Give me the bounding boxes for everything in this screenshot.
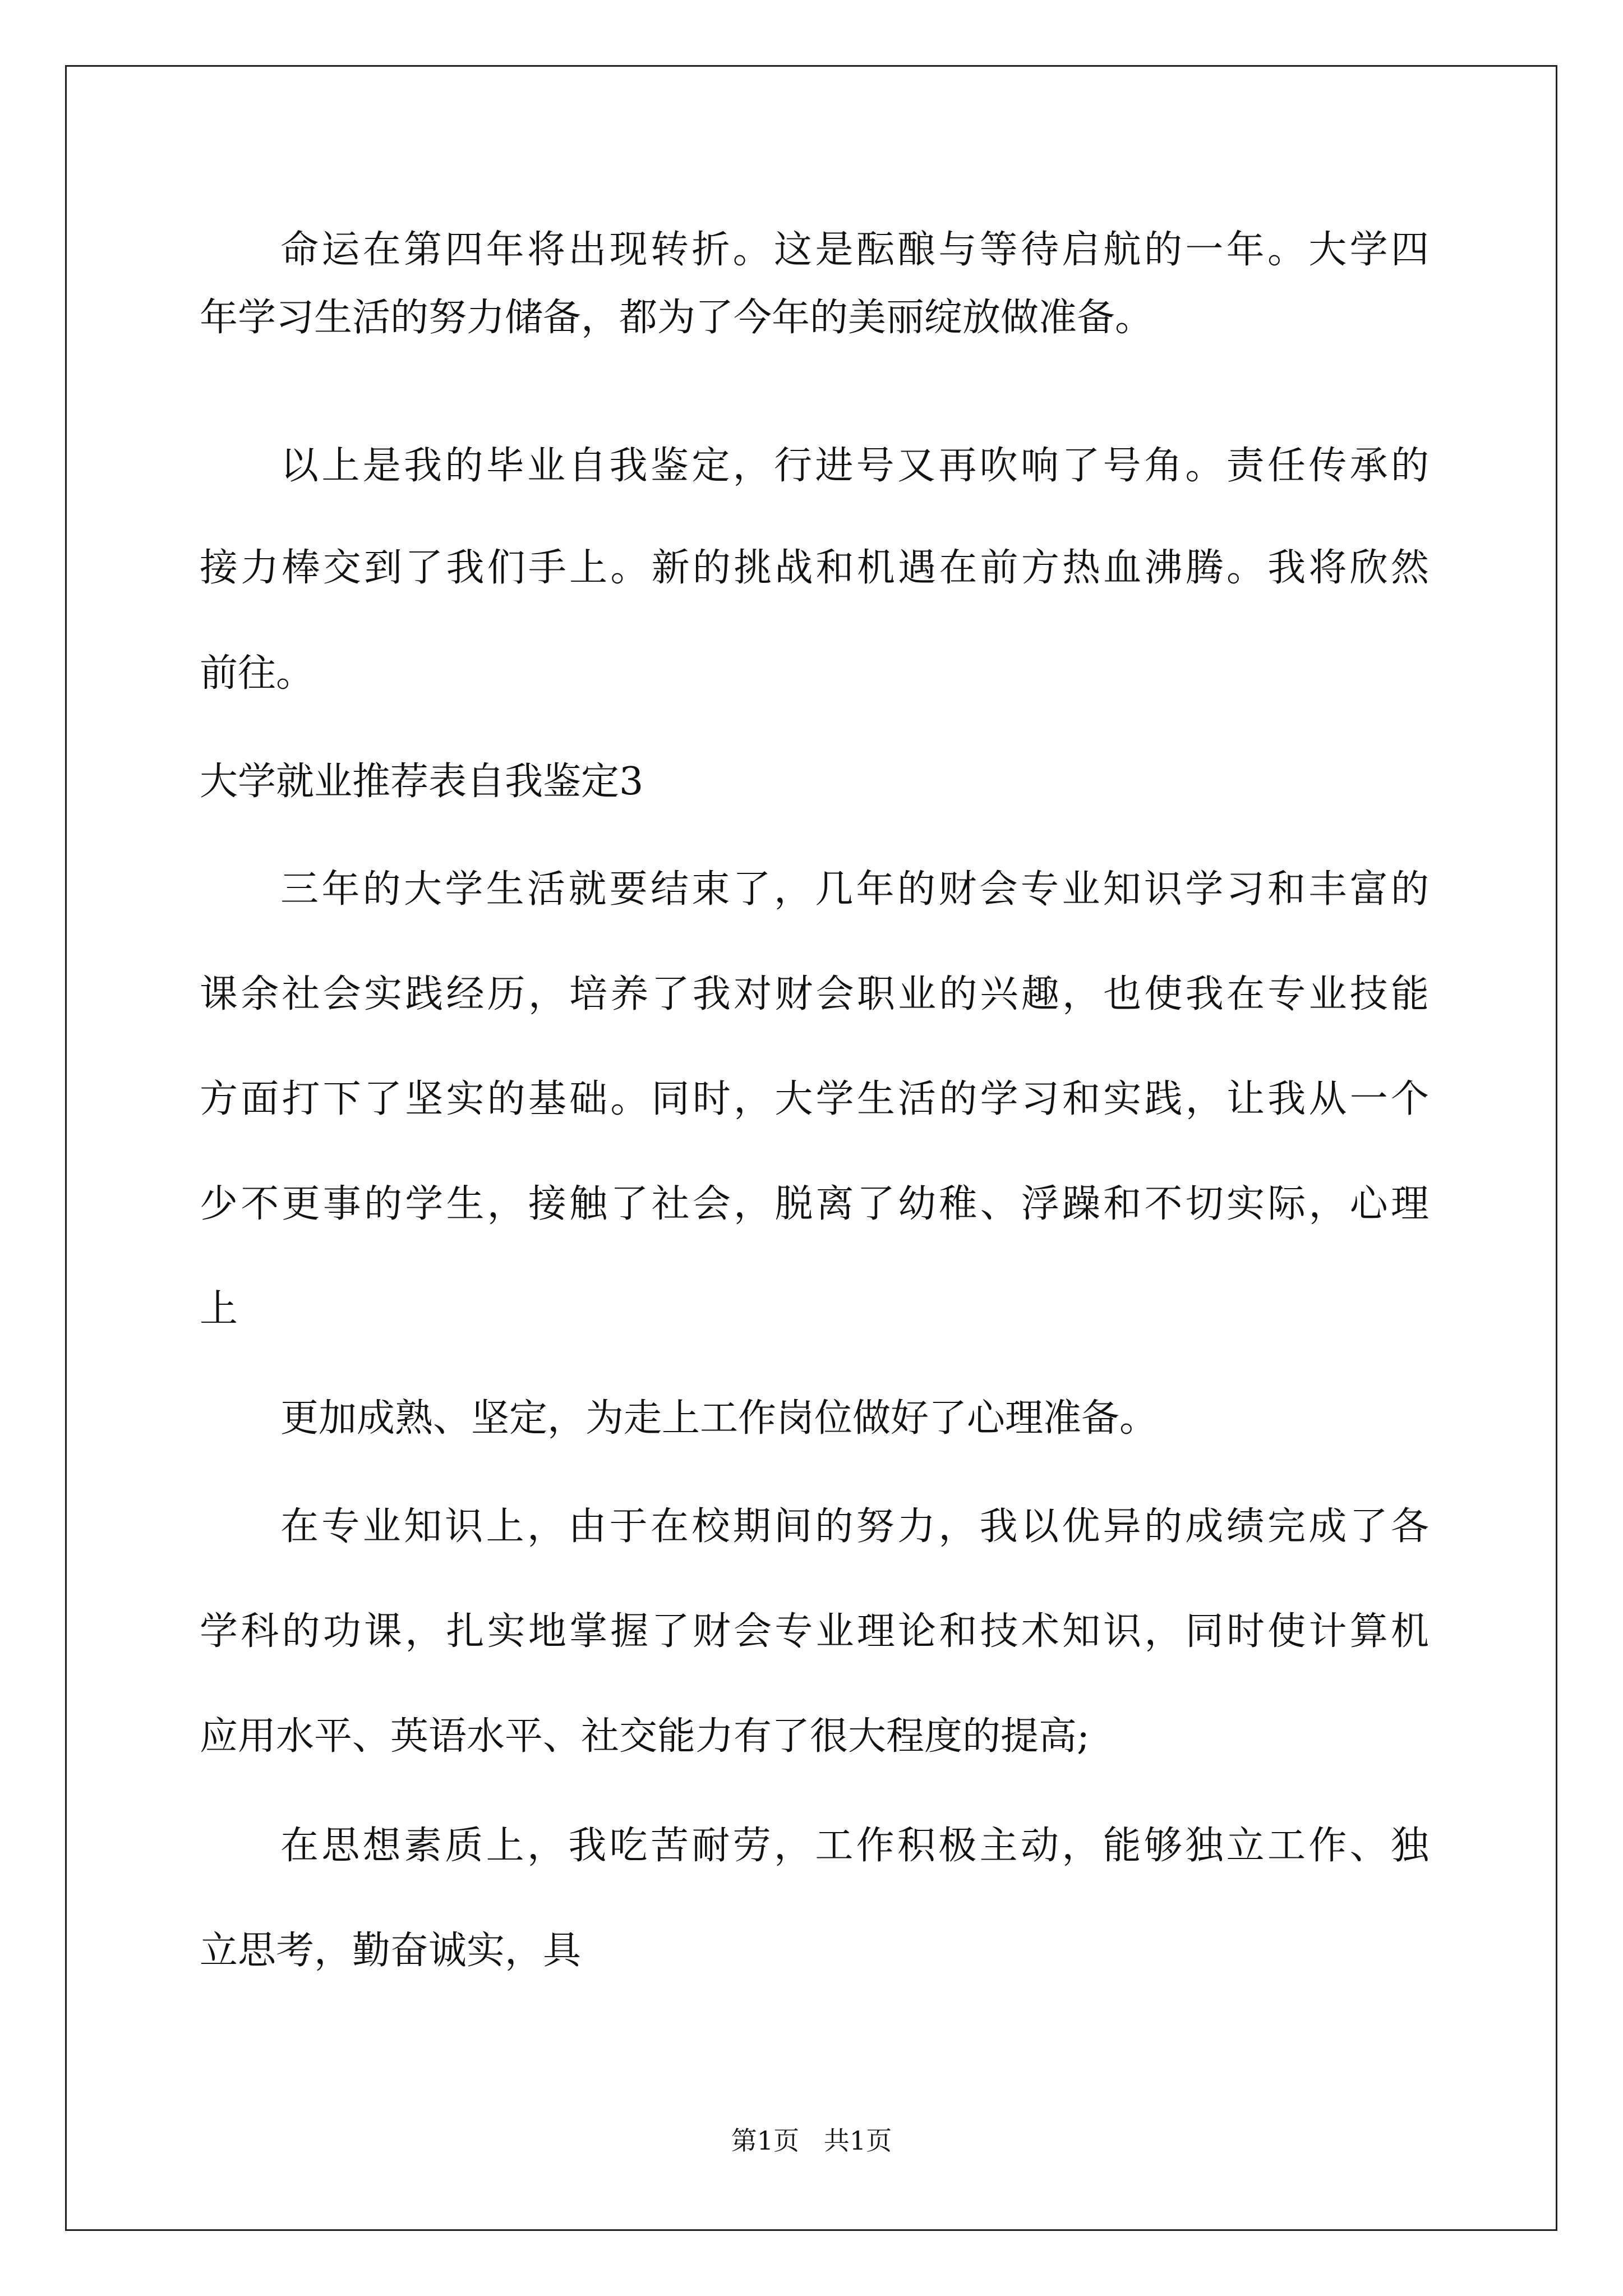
paragraph-6-line-1: 在思想素质上，我吃苦耐劳，工作积极主动，能够独立工作、独 — [280, 1824, 1429, 1868]
paragraph-1-line-2: 年学习生活的努力储备，都为了今年的美丽绽放做准备。 — [200, 296, 1154, 340]
paragraph-2-line-2: 接力棒交到了我们手上。新的挑战和机遇在前方热血沸腾。我将欣然 — [200, 546, 1429, 590]
paragraph-5-line-1: 在专业知识上，由于在校期间的努力，我以优异的成绩完成了各 — [280, 1504, 1429, 1549]
paragraph-3-line-3: 方面打下了坚实的基础。同时，大学生活的学习和实践，让我从一个 — [200, 1077, 1429, 1121]
paragraph-3-line-1: 三年的大学生活就要结束了，几年的财会专业知识学习和丰富的 — [280, 867, 1429, 912]
page-border — [65, 65, 1557, 2231]
page-footer: 第1页 共1页 — [731, 2125, 892, 2156]
paragraph-1-line-1: 命运在第四年将出现转折。这是酝酿与等待启航的一年。大学四 — [280, 228, 1429, 272]
paragraph-2-line-3: 前往。 — [200, 651, 315, 696]
paragraph-5-line-3: 应用水平、英语水平、社交能力有了很大程度的提高; — [200, 1714, 1090, 1759]
paragraph-3-line-5: 上 — [200, 1287, 238, 1331]
paragraph-6-line-2: 立思考，勤奋诚实，具 — [200, 1929, 582, 1973]
paragraph-5-line-2: 学科的功课，扎实地掌握了财会专业理论和技术知识，同时使计算机 — [200, 1609, 1429, 1654]
section-heading: 大学就业推荐表自我鉴定3 — [200, 760, 644, 804]
paragraph-3-line-4: 少不更事的学生，接触了社会，脱离了幼稚、浮躁和不切实际，心理 — [200, 1182, 1429, 1226]
paragraph-3-line-2: 课余社会实践经历，培养了我对财会职业的兴趣，也使我在专业技能 — [200, 972, 1429, 1016]
paragraph-2-line-1: 以上是我的毕业自我鉴定，行进号又再吹响了号角。责任传承的 — [280, 444, 1429, 488]
paragraph-4-line-1: 更加成熟、坚定，为走上工作岗位做好了心理准备。 — [280, 1396, 1158, 1441]
